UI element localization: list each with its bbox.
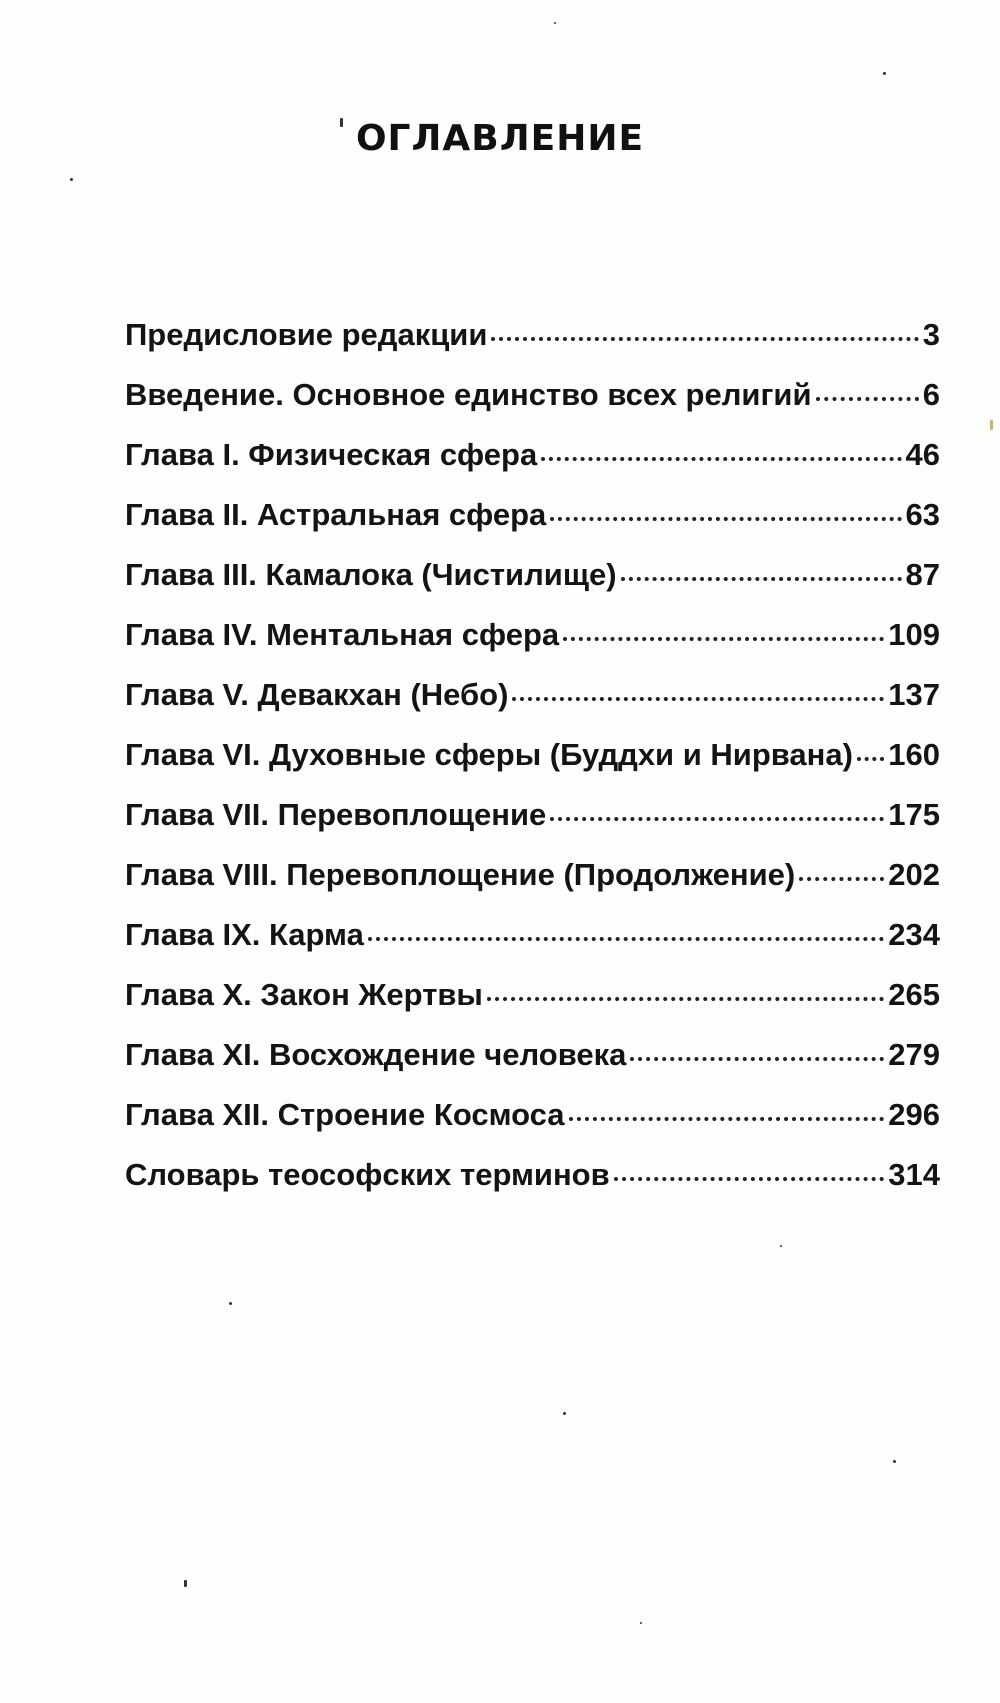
dot-leader xyxy=(550,516,901,521)
dot-leader xyxy=(368,936,884,941)
toc-entry-title: Глава IX. Карма xyxy=(125,917,364,952)
toc-entry-title: Глава XI. Восхождение человека xyxy=(125,1037,627,1072)
toc-entry xyxy=(125,1145,940,1205)
toc-entry xyxy=(125,725,940,785)
toc-entry-page: 314 xyxy=(888,1157,940,1192)
toc-entry xyxy=(125,845,940,905)
toc-entry xyxy=(125,965,940,1025)
toc-entry-page: 6 xyxy=(922,377,940,412)
dot-leader xyxy=(799,876,884,881)
toc-entry-page: 109 xyxy=(888,617,940,652)
toc-entry-title: Предисловие редакции xyxy=(125,317,488,352)
toc-entry-title: Введение. Основное единство всех религий xyxy=(125,377,812,412)
toc-entry-title: Словарь теософских терминов xyxy=(125,1157,610,1192)
table-of-contents xyxy=(125,305,940,1205)
dot-leader xyxy=(857,756,884,761)
toc-entry-title: Глава VIII. Перевоплощение (Продолжение) xyxy=(125,857,796,892)
toc-entry-title: Глава X. Закон Жертвы xyxy=(125,977,483,1012)
scan-speck xyxy=(990,420,993,430)
page-title: ОГЛАВЛЕНИЕ xyxy=(355,118,645,159)
toc-entry-title: Глава VII. Перевоплощение xyxy=(125,797,547,832)
toc-entry-title: Глава IV. Ментальная сфера xyxy=(125,617,560,652)
toc-entry-title: Глава III. Камалока (Чистилище) xyxy=(125,557,617,592)
toc-entry-page: 160 xyxy=(888,737,940,772)
toc-entry-page: 234 xyxy=(888,917,940,952)
scan-speck xyxy=(229,1302,232,1305)
toc-entry xyxy=(125,305,940,365)
toc-entry-title: Глава VI. Духовные сферы (Буддхи и Нирвана) xyxy=(125,737,853,772)
toc-entry-page: 137 xyxy=(888,677,940,712)
toc-entry-page: 3 xyxy=(922,317,940,352)
toc-entry-page: 296 xyxy=(888,1097,940,1132)
scan-speck xyxy=(893,1460,896,1463)
toc-entry xyxy=(125,365,940,425)
dot-leader xyxy=(621,576,902,581)
toc-entry xyxy=(125,1085,940,1145)
dot-leader xyxy=(512,696,884,701)
toc-entry-page: 265 xyxy=(888,977,940,1012)
toc-entry-page: 202 xyxy=(888,857,940,892)
scan-speck xyxy=(883,72,886,75)
toc-entry-title: Глава I. Физическая сфера xyxy=(125,437,538,472)
toc-entry-page: 87 xyxy=(905,557,940,592)
toc-entry xyxy=(125,665,940,725)
toc-entry-title: Глава II. Астральная сфера xyxy=(125,497,547,532)
toc-entry-title: Глава XII. Строение Космоса xyxy=(125,1097,565,1132)
toc-entry xyxy=(125,425,940,485)
scan-speck xyxy=(554,22,556,24)
dot-leader xyxy=(630,1056,884,1061)
scan-speck xyxy=(70,178,73,181)
toc-entry xyxy=(125,1025,940,1085)
toc-entry-page: 279 xyxy=(888,1037,940,1072)
scan-speck xyxy=(640,1622,642,1624)
dot-leader xyxy=(614,1176,885,1181)
toc-entry xyxy=(125,605,940,665)
toc-entry-page: 46 xyxy=(905,437,940,472)
dot-leader xyxy=(816,396,919,401)
scan-speck xyxy=(184,1580,187,1587)
toc-entry-page: 175 xyxy=(888,797,940,832)
toc-entry-title: Глава V. Девакхан (Небо) xyxy=(125,677,509,712)
dot-leader xyxy=(550,816,884,821)
scan-speck xyxy=(780,1245,782,1247)
dot-leader xyxy=(491,336,918,341)
toc-entry-page: 63 xyxy=(905,497,940,532)
toc-entry xyxy=(125,545,940,605)
dot-leader xyxy=(487,996,884,1001)
dot-leader xyxy=(541,456,901,461)
toc-entry xyxy=(125,485,940,545)
scan-speck xyxy=(340,118,343,127)
scan-speck xyxy=(563,1412,566,1415)
dot-leader xyxy=(563,636,884,641)
dot-leader xyxy=(569,1116,885,1121)
toc-entry xyxy=(125,905,940,965)
toc-entry xyxy=(125,785,940,845)
